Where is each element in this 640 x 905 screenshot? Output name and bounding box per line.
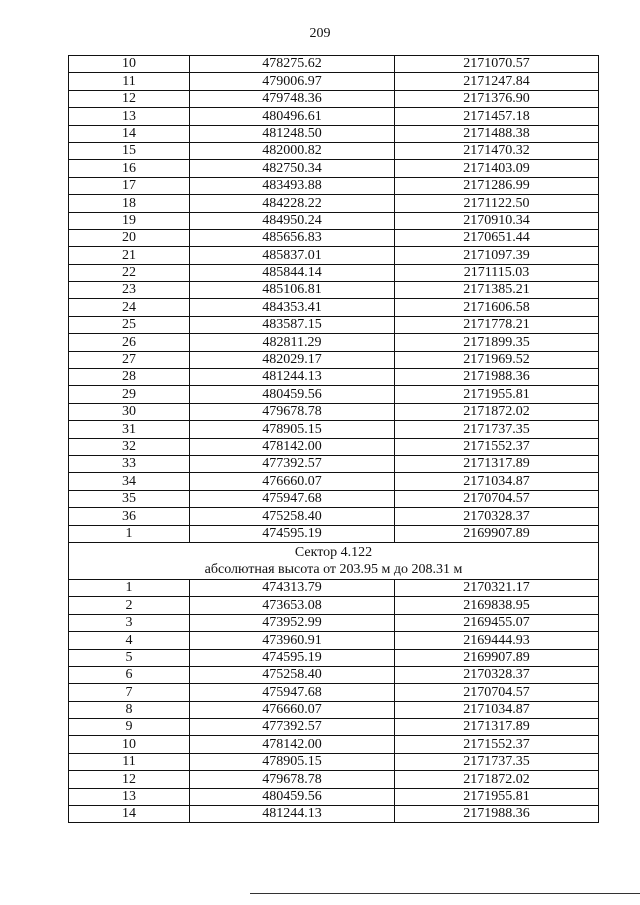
x-coordinate-cell: 480496.61 [190,108,395,125]
x-coordinate-cell: 480459.56 [190,386,395,403]
x-coordinate-cell: 478142.00 [190,736,395,753]
y-coordinate-cell: 2171872.02 [395,403,599,420]
point-number-cell: 11 [69,753,190,770]
table-row [69,753,599,770]
x-coordinate-cell: 479006.97 [190,73,395,90]
y-coordinate-cell: 2171034.87 [395,701,599,718]
y-coordinate-cell: 2171403.09 [395,160,599,177]
table-row [69,369,599,386]
x-coordinate-cell: 477392.57 [190,455,395,472]
section-header-row [69,542,599,579]
table-row [69,597,599,614]
x-coordinate-cell: 483493.88 [190,177,395,194]
x-coordinate-cell: 475258.40 [190,508,395,525]
y-coordinate-cell: 2171247.84 [395,73,599,90]
point-number-cell: 31 [69,421,190,438]
y-coordinate-cell: 2171286.99 [395,177,599,194]
y-coordinate-cell: 2171385.21 [395,282,599,299]
y-coordinate-cell: 2170651.44 [395,229,599,246]
y-coordinate-cell: 2169907.89 [395,525,599,542]
table-row [69,666,599,683]
point-number-cell: 28 [69,369,190,386]
point-number-cell: 25 [69,316,190,333]
y-coordinate-cell: 2171115.03 [395,264,599,281]
x-coordinate-cell: 476660.07 [190,473,395,490]
table-row [69,299,599,316]
y-coordinate-cell: 2171488.38 [395,125,599,142]
table-row [69,421,599,438]
y-coordinate-cell: 2171376.90 [395,90,599,107]
x-coordinate-cell: 477392.57 [190,719,395,736]
x-coordinate-cell: 479748.36 [190,90,395,107]
point-number-cell: 23 [69,282,190,299]
y-coordinate-cell: 2171955.81 [395,788,599,805]
y-coordinate-cell: 2171070.57 [395,56,599,73]
point-number-cell: 20 [69,229,190,246]
point-number-cell: 1 [69,579,190,596]
table-row [69,386,599,403]
y-coordinate-cell: 2171737.35 [395,421,599,438]
point-number-cell: 3 [69,614,190,631]
y-coordinate-cell: 2171955.81 [395,386,599,403]
x-coordinate-cell: 473952.99 [190,614,395,631]
table-row [69,264,599,281]
point-number-cell: 14 [69,125,190,142]
table-row [69,736,599,753]
x-coordinate-cell: 482811.29 [190,334,395,351]
x-coordinate-cell: 482750.34 [190,160,395,177]
table-row [69,316,599,333]
x-coordinate-cell: 483587.15 [190,316,395,333]
point-number-cell: 19 [69,212,190,229]
point-number-cell: 33 [69,455,190,472]
x-coordinate-cell: 484353.41 [190,299,395,316]
x-coordinate-cell: 478142.00 [190,438,395,455]
bottom-rule [250,893,640,894]
point-number-cell: 30 [69,403,190,420]
table-row [69,508,599,525]
table-row [69,490,599,507]
x-coordinate-cell: 474313.79 [190,579,395,596]
point-number-cell: 32 [69,438,190,455]
x-coordinate-cell: 474595.19 [190,525,395,542]
table-row [69,90,599,107]
x-coordinate-cell: 475947.68 [190,684,395,701]
page-number: 209 [309,26,331,41]
x-coordinate-cell: 481248.50 [190,125,395,142]
x-coordinate-cell: 474595.19 [190,649,395,666]
table-row [69,282,599,299]
y-coordinate-cell: 2171969.52 [395,351,599,368]
x-coordinate-cell: 473960.91 [190,632,395,649]
point-number-cell: 35 [69,490,190,507]
x-coordinate-cell: 478905.15 [190,421,395,438]
x-coordinate-cell: 479678.78 [190,403,395,420]
table-row [69,455,599,472]
table-row [69,649,599,666]
table-row [69,351,599,368]
y-coordinate-cell: 2171470.32 [395,142,599,159]
y-coordinate-cell: 2171034.87 [395,473,599,490]
y-coordinate-cell: 2171988.36 [395,369,599,386]
section-subtitle: абсолютная высота от 203.95 м до 208.31 м [204,561,463,577]
table-row [69,177,599,194]
y-coordinate-cell: 2171122.50 [395,195,599,212]
coordinates-rows-before [69,56,599,543]
point-number-cell: 11 [69,73,190,90]
y-coordinate-cell: 2171872.02 [395,771,599,788]
table-row [69,719,599,736]
point-number-cell: 17 [69,177,190,194]
point-number-cell: 16 [69,160,190,177]
y-coordinate-cell: 2169838.95 [395,597,599,614]
table-row [69,195,599,212]
point-number-cell: 13 [69,108,190,125]
point-number-cell: 2 [69,597,190,614]
y-coordinate-cell: 2169444.93 [395,632,599,649]
point-number-cell: 22 [69,264,190,281]
x-coordinate-cell: 481244.13 [190,806,395,823]
x-coordinate-cell: 485106.81 [190,282,395,299]
table-row [69,160,599,177]
y-coordinate-cell: 2171552.37 [395,438,599,455]
point-number-cell: 21 [69,247,190,264]
point-number-cell: 10 [69,56,190,73]
point-number-cell: 8 [69,701,190,718]
y-coordinate-cell: 2171778.21 [395,316,599,333]
point-number-cell: 14 [69,806,190,823]
table-row [69,125,599,142]
table-row [69,632,599,649]
y-coordinate-cell: 2171097.39 [395,247,599,264]
x-coordinate-cell: 478275.62 [190,56,395,73]
y-coordinate-cell: 2171552.37 [395,736,599,753]
y-coordinate-cell: 2171457.18 [395,108,599,125]
coordinates-rows-after [69,579,599,822]
x-coordinate-cell: 485844.14 [190,264,395,281]
y-coordinate-cell: 2170328.37 [395,508,599,525]
x-coordinate-cell: 475947.68 [190,490,395,507]
point-number-cell: 34 [69,473,190,490]
x-coordinate-cell: 476660.07 [190,701,395,718]
y-coordinate-cell: 2171899.35 [395,334,599,351]
coordinates-table [68,55,599,823]
table-row [69,806,599,823]
y-coordinate-cell: 2171606.58 [395,299,599,316]
point-number-cell: 10 [69,736,190,753]
x-coordinate-cell: 478905.15 [190,753,395,770]
y-coordinate-cell: 2171988.36 [395,806,599,823]
x-coordinate-cell: 484950.24 [190,212,395,229]
x-coordinate-cell: 479678.78 [190,771,395,788]
point-number-cell: 29 [69,386,190,403]
table-row [69,334,599,351]
point-number-cell: 18 [69,195,190,212]
point-number-cell: 24 [69,299,190,316]
point-number-cell: 15 [69,142,190,159]
point-number-cell: 12 [69,771,190,788]
table-row [69,771,599,788]
y-coordinate-cell: 2169455.07 [395,614,599,631]
table-row [69,56,599,73]
y-coordinate-cell: 2170910.34 [395,212,599,229]
point-number-cell: 1 [69,525,190,542]
x-coordinate-cell: 484228.22 [190,195,395,212]
point-number-cell: 13 [69,788,190,805]
x-coordinate-cell: 485837.01 [190,247,395,264]
point-number-cell: 12 [69,90,190,107]
table-row [69,403,599,420]
section-title: Сектор 4.122 [294,544,373,560]
table-row [69,525,599,542]
y-coordinate-cell: 2171317.89 [395,719,599,736]
table-row [69,684,599,701]
x-coordinate-cell: 485656.83 [190,229,395,246]
table-row [69,229,599,246]
table-row [69,788,599,805]
table-row [69,473,599,490]
x-coordinate-cell: 475258.40 [190,666,395,683]
point-number-cell: 5 [69,649,190,666]
point-number-cell: 27 [69,351,190,368]
point-number-cell: 9 [69,719,190,736]
y-coordinate-cell: 2170704.57 [395,490,599,507]
table-row [69,247,599,264]
table-row [69,142,599,159]
point-number-cell: 4 [69,632,190,649]
table-row [69,438,599,455]
table-row [69,212,599,229]
x-coordinate-cell: 480459.56 [190,788,395,805]
point-number-cell: 36 [69,508,190,525]
x-coordinate-cell: 481244.13 [190,369,395,386]
table-row [69,108,599,125]
table-row [69,73,599,90]
section-header-cell [69,542,599,579]
y-coordinate-cell: 2171317.89 [395,455,599,472]
x-coordinate-cell: 482029.17 [190,351,395,368]
y-coordinate-cell: 2170328.37 [395,666,599,683]
point-number-cell: 6 [69,666,190,683]
table-row [69,579,599,596]
y-coordinate-cell: 2169907.89 [395,649,599,666]
x-coordinate-cell: 482000.82 [190,142,395,159]
y-coordinate-cell: 2171737.35 [395,753,599,770]
y-coordinate-cell: 2170321.17 [395,579,599,596]
x-coordinate-cell: 473653.08 [190,597,395,614]
section-header [69,542,599,579]
table-row [69,701,599,718]
table-row [69,614,599,631]
point-number-cell: 7 [69,684,190,701]
point-number-cell: 26 [69,334,190,351]
y-coordinate-cell: 2170704.57 [395,684,599,701]
